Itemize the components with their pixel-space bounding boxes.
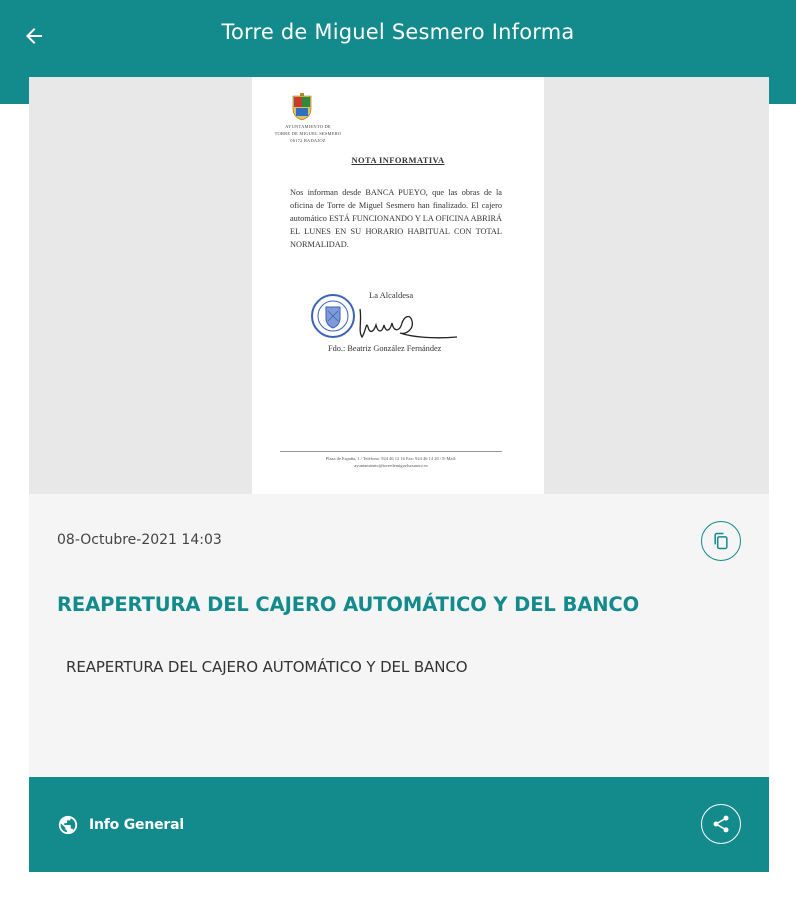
- document-heading: NOTA INFORMATIVA: [351, 155, 445, 165]
- category-label: Info General: [89, 817, 184, 833]
- copy-icon: [711, 531, 731, 551]
- card-footer: [29, 777, 769, 872]
- signer-role: La Alcaldesa: [369, 290, 414, 300]
- document-footer-divider: [280, 451, 502, 452]
- app-title: Torre de Miguel Sesmero Informa: [221, 20, 575, 44]
- copy-button[interactable]: [701, 521, 741, 561]
- news-date: 08-Octubre-2021 14:03: [57, 532, 222, 548]
- news-image[interactable]: [29, 77, 769, 494]
- official-seal-icon: [310, 293, 356, 339]
- share-button[interactable]: [701, 804, 741, 844]
- document-footer: Plaza de España, 1 / Teléfono: 924 46 12 16 Fax: 924 46 14 20 / E-Mail: ayuntamiento@torredemiguelsesmero.es: [325, 456, 457, 468]
- news-body: REAPERTURA DEL CAJERO AUTOMÁTICO Y DEL BANCO: [66, 658, 468, 676]
- ayuntamiento-header: AYUNTAMIENTO DE TORRE DE MIGUEL SESMERO 06172 BADAJOZ: [274, 124, 342, 143]
- signature-icon: [352, 301, 462, 345]
- share-icon: [711, 814, 731, 834]
- document-body: Nos informan desde BANCA PUEYO, que las obras de la oficina de Torre de Miguel Sesmero han finalizado. El cajero automático ESTÁ FUNCIONANDO Y LA OFICINA ABRIRÁ EL LUNES EN SU HORARIO HABITUAL CON TOTAL NORMALIDAD.: [290, 188, 502, 249]
- signer-name: Fdo.: Beatriz González Fernández: [328, 344, 442, 353]
- coat-of-arms-icon: [291, 93, 313, 120]
- news-card: [29, 77, 769, 872]
- category-link[interactable]: [57, 814, 184, 836]
- globe-icon: [57, 814, 79, 836]
- news-title: REAPERTURA DEL CAJERO AUTOMÁTICO Y DEL BANCO: [57, 593, 640, 616]
- document-page: [252, 77, 544, 494]
